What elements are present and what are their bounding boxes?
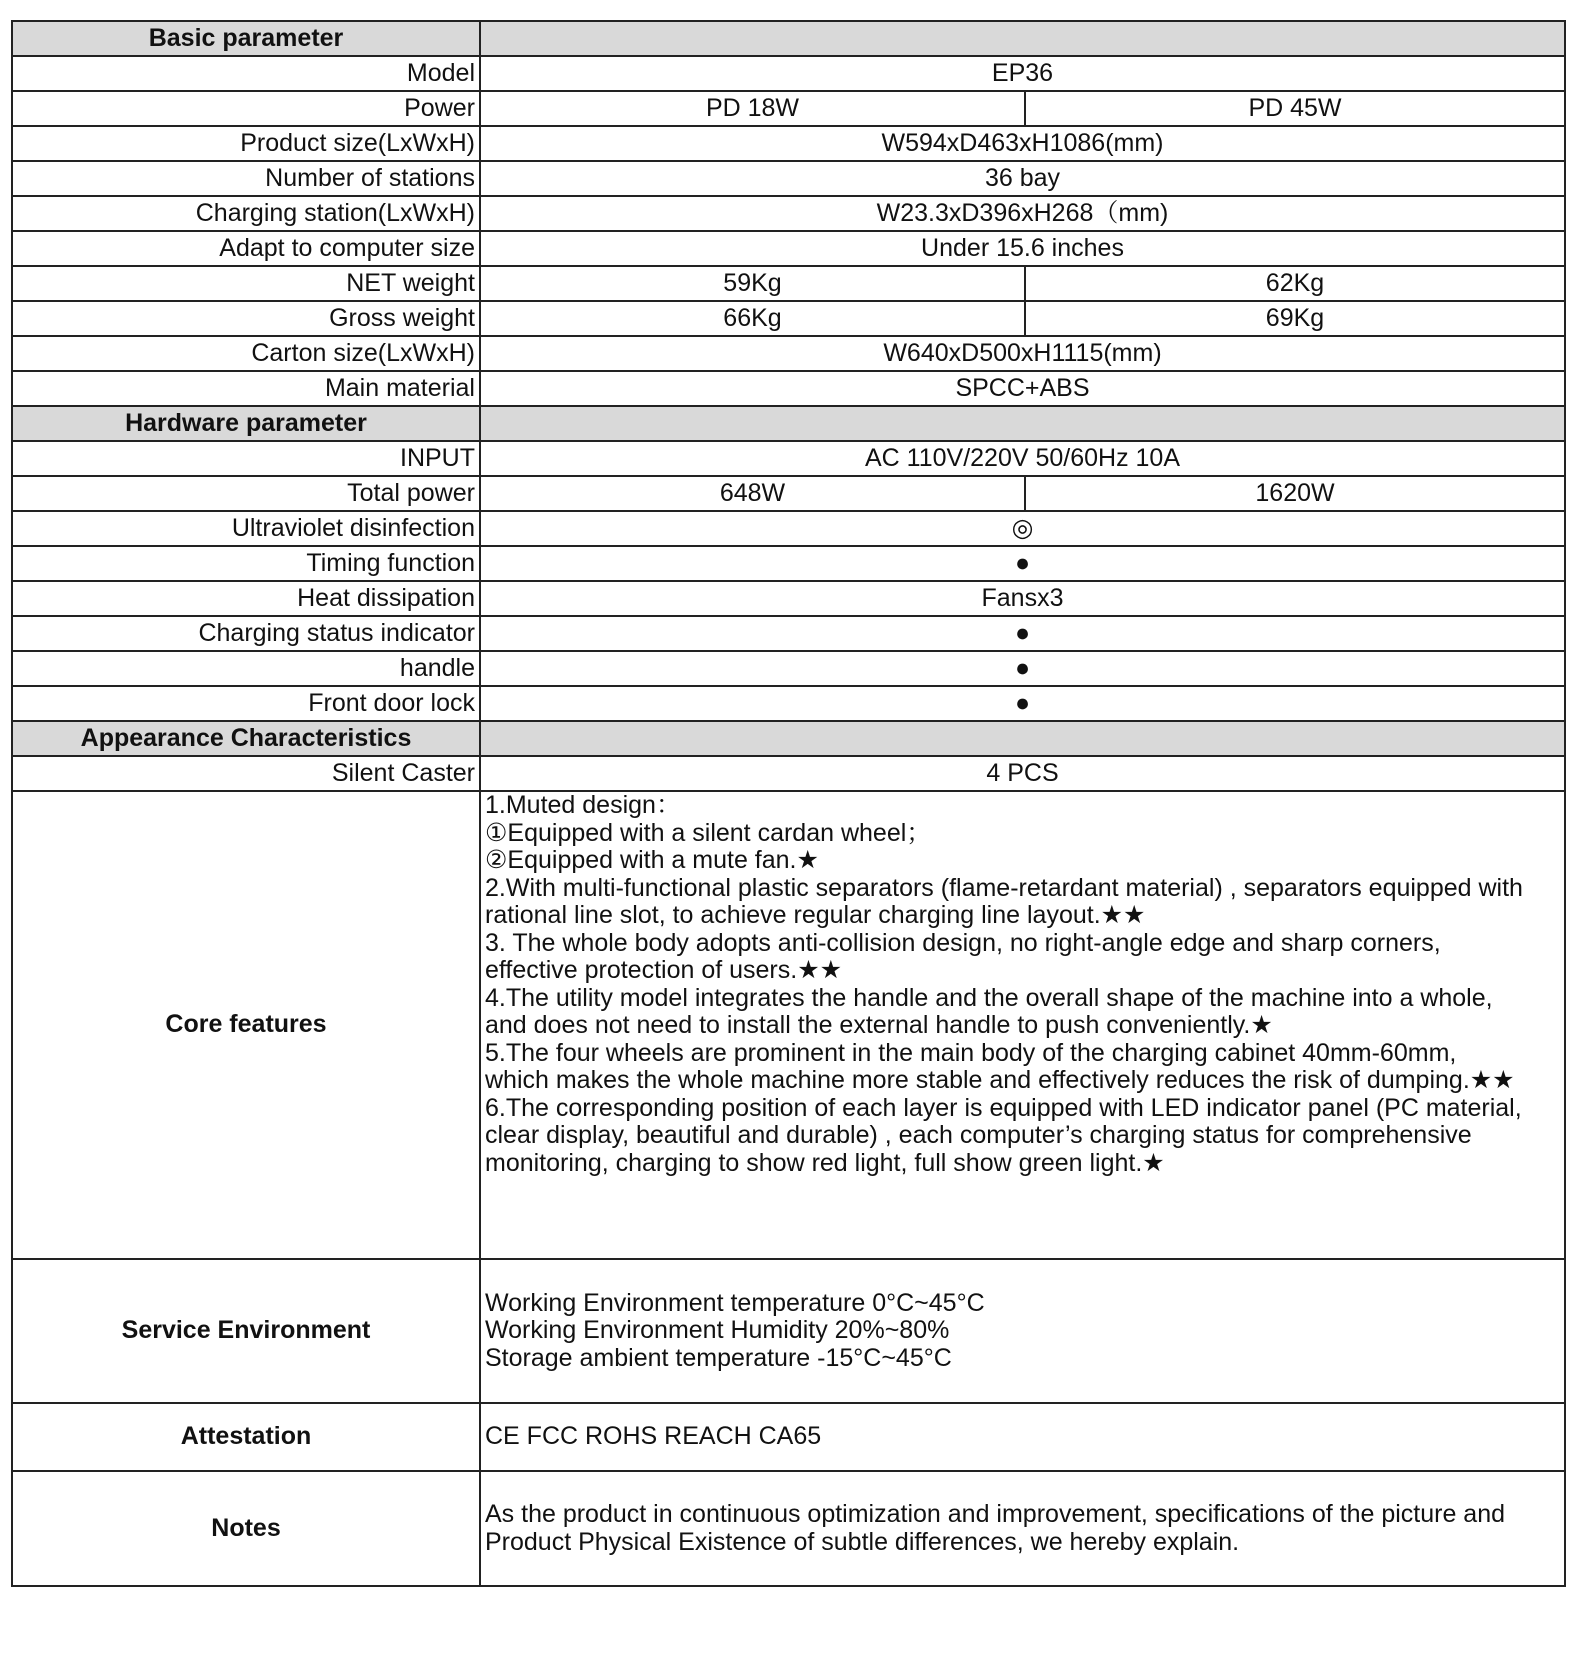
row-value-2: PD 45W	[1025, 91, 1565, 126]
row-value: SPCC+ABS	[480, 371, 1565, 406]
row-value: 4 PCS	[480, 756, 1565, 791]
row-value: EP36	[480, 56, 1565, 91]
row-label: Timing function	[12, 546, 480, 581]
text-line: Working Environment Humidity 20%~80%	[485, 1316, 950, 1345]
row-charging-station	[12, 196, 1565, 231]
row-total-power	[12, 476, 1565, 511]
row-heat	[12, 581, 1565, 616]
notes-text	[480, 1471, 1565, 1586]
row-uv	[12, 511, 1565, 546]
row-value-1: PD 18W	[480, 91, 1025, 126]
text-line: As the product in continuous optimization and improvement, specifications of the picture and	[485, 1500, 1506, 1528]
row-notes	[12, 1471, 1565, 1586]
section-title-hardware: Hardware parameter	[12, 406, 480, 441]
text-line: 5.The four wheels are prominent in the main body of the charging cabinet 40mm-60mm,	[485, 1038, 1457, 1067]
row-label: Power	[12, 91, 480, 126]
notes-label: Notes	[12, 1471, 480, 1586]
row-stations	[12, 161, 1565, 196]
row-core-features	[12, 791, 1565, 1259]
standard-feature-icon: ●	[480, 616, 1565, 651]
section-title-basic: Basic parameter	[12, 21, 480, 56]
text-line: effective protection of users.★★	[485, 956, 843, 984]
service-environment-label: Service Environment	[12, 1259, 480, 1403]
row-indicator	[12, 616, 1565, 651]
text-line: ②Equipped with a mute fan.★	[485, 846, 819, 874]
row-label: Product size(LxWxH)	[12, 126, 480, 161]
section-hardware	[12, 406, 1565, 441]
text-line: 1.Muted design：	[485, 791, 681, 819]
standard-feature-icon: ●	[480, 651, 1565, 686]
row-caster	[12, 756, 1565, 791]
row-value: W640xD500xH1115(mm)	[480, 336, 1565, 371]
section-filler	[480, 21, 1565, 56]
row-carton-size	[12, 336, 1565, 371]
row-label: Main material	[12, 371, 480, 406]
row-label: Ultraviolet disinfection	[12, 511, 480, 546]
row-label: Front door lock	[12, 686, 480, 721]
row-value: W23.3xD396xH268（mm)	[480, 196, 1565, 231]
row-value: W594xD463xH1086(mm)	[480, 126, 1565, 161]
row-label: Total power	[12, 476, 480, 511]
row-label: Number of stations	[12, 161, 480, 196]
section-appearance	[12, 721, 1565, 756]
optional-feature-icon: ◎	[480, 511, 1565, 546]
row-lock	[12, 686, 1565, 721]
row-label: Model	[12, 56, 480, 91]
row-value: Under 15.6 inches	[480, 231, 1565, 266]
row-input	[12, 441, 1565, 476]
section-title-appearance: Appearance Characteristics	[12, 721, 480, 756]
text-line: Working Environment temperature 0°C~45°C	[485, 1288, 985, 1317]
text-line: rational line slot, to achieve regular charging line layout.★★	[485, 901, 1146, 929]
standard-feature-icon: ●	[480, 686, 1565, 721]
row-label: Carton size(LxWxH)	[12, 336, 480, 371]
row-label: Silent Caster	[12, 756, 480, 791]
text-line: which makes the whole machine more stable and effectively reduces the risk of dumping.★★	[485, 1066, 1515, 1094]
row-value-2: 1620W	[1025, 476, 1565, 511]
row-value: AC 110V/220V 50/60Hz 10A	[480, 441, 1565, 476]
text-line: ①Equipped with a silent cardan wheel；	[485, 818, 932, 847]
text-line: 3. The whole body adopts anti-collision design, no right-angle edge and sharp corners,	[485, 928, 1441, 957]
row-label: handle	[12, 651, 480, 686]
attestation-value: CE FCC ROHS REACH CA65	[480, 1403, 1565, 1471]
row-label: Gross weight	[12, 301, 480, 336]
row-value: Fansx3	[480, 581, 1565, 616]
service-environment-text	[480, 1259, 1565, 1403]
row-value-2: 69Kg	[1025, 301, 1565, 336]
row-service-environment	[12, 1259, 1565, 1403]
row-gross-weight	[12, 301, 1565, 336]
row-label: INPUT	[12, 441, 480, 476]
row-value: 36 bay	[480, 161, 1565, 196]
row-material	[12, 371, 1565, 406]
text-line: clear display, beautiful and durable) , each computer’s charging status for comprehensive	[485, 1121, 1472, 1149]
section-filler	[480, 406, 1565, 441]
text-line: Storage ambient temperature -15°C~45°C	[485, 1343, 952, 1372]
core-features-label: Core features	[12, 791, 480, 1259]
row-value-1: 648W	[480, 476, 1025, 511]
row-value-1: 59Kg	[480, 266, 1025, 301]
row-label: NET weight	[12, 266, 480, 301]
row-handle	[12, 651, 1565, 686]
text-line: monitoring, charging to show red light, full show green light.★	[485, 1148, 1165, 1177]
core-features-text	[480, 791, 1565, 1259]
row-value-1: 66Kg	[480, 301, 1025, 336]
row-model	[12, 56, 1565, 91]
row-label: Heat dissipation	[12, 581, 480, 616]
row-product-size	[12, 126, 1565, 161]
section-basic	[12, 21, 1565, 56]
row-label: Charging station(LxWxH)	[12, 196, 480, 231]
text-line: 4.The utility model integrates the handle and the overall shape of the machine into a whole,	[485, 983, 1493, 1012]
row-timing	[12, 546, 1565, 581]
row-computer-size	[12, 231, 1565, 266]
row-value-2: 62Kg	[1025, 266, 1565, 301]
text-line: and does not need to install the external handle to push conveniently.★	[485, 1011, 1273, 1039]
row-attestation	[12, 1403, 1565, 1471]
row-label: Charging status indicator	[12, 616, 480, 651]
text-line: Product Physical Existence of subtle differences, we hereby explain.	[485, 1527, 1240, 1556]
row-net-weight	[12, 266, 1565, 301]
standard-feature-icon: ●	[480, 546, 1565, 581]
text-line: 2.With multi-functional plastic separators (flame-retardant material) , separators equipped with	[485, 873, 1523, 902]
text-line: 6.The corresponding position of each layer is equipped with LED indicator panel (PC material,	[485, 1093, 1522, 1122]
attestation-label: Attestation	[12, 1403, 480, 1471]
row-power	[12, 91, 1565, 126]
spec-table	[11, 20, 1566, 1587]
row-label: Adapt to computer size	[12, 231, 480, 266]
section-filler	[480, 721, 1565, 756]
